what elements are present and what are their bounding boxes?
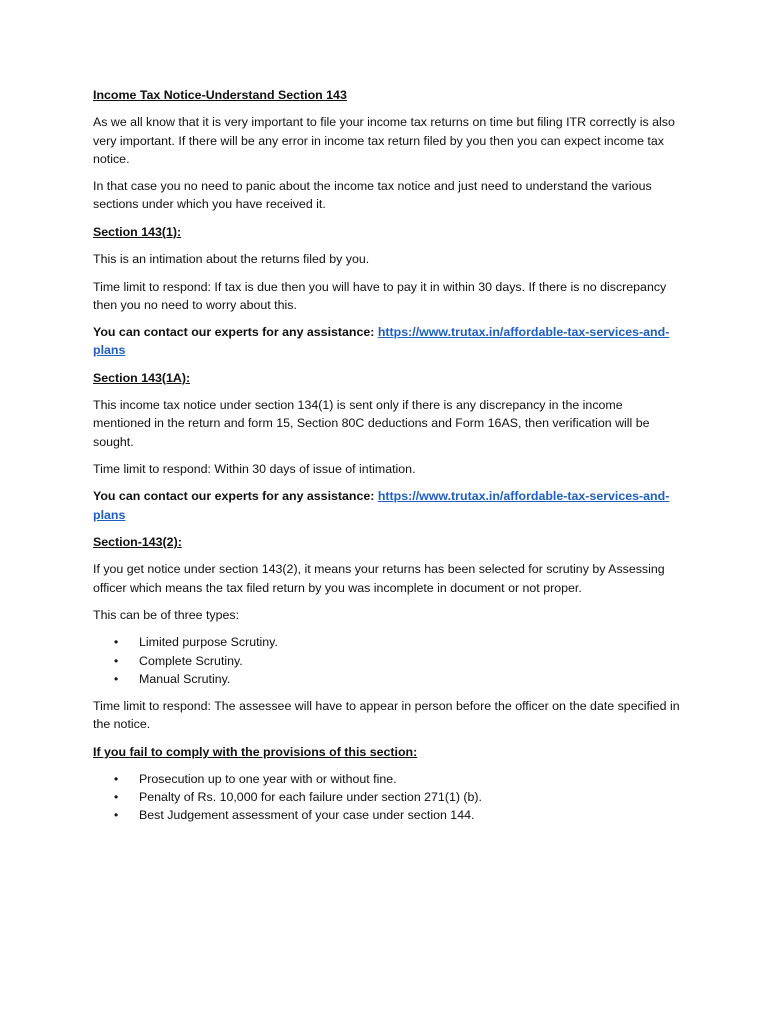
bullet-icon: • [114, 671, 119, 686]
section-143-1-time-limit: Time limit to respond: If tax is due then you will have to pay it in within 30 days. If there is no discrepancy then you no need to worry about this. [93, 279, 667, 312]
list-item: • Penalty of Rs. 10,000 for each failure under section 271(1) (b). [93, 788, 683, 806]
section-143-1-contact [93, 323, 683, 359]
bullet-icon: • [114, 653, 119, 668]
section-143-1a-time-limit: Time limit to respond: Within 30 days of issue of intimation. [93, 461, 416, 476]
penalties-list [93, 770, 683, 825]
document-body [93, 86, 683, 834]
section-143-1a-heading: Section 143(1A): [93, 370, 191, 385]
contact-link[interactable]: https://www.trutax.in/affordable-tax-services-and-plans [93, 489, 670, 522]
contact-link[interactable]: https://www.trutax.in/affordable-tax-services-and-plans [93, 325, 670, 358]
bullet-icon: • [114, 790, 119, 805]
document-title: Income Tax Notice-Understand Section 143 [93, 88, 347, 102]
bullet-icon: • [114, 808, 119, 823]
list-item: • Manual Scrutiny. [93, 670, 683, 688]
bullet-icon: • [114, 635, 119, 650]
scrutiny-types-list [93, 633, 683, 688]
scrutiny-types-intro: This can be of three types: [93, 607, 240, 622]
list-item: • Complete Scrutiny. [93, 652, 683, 670]
section-143-1-description: This is an intimation about the returns filed by you. [93, 252, 370, 267]
bullet-icon: • [114, 772, 119, 787]
section-143-2-heading: Section-143(2): [93, 534, 182, 549]
contact-label: You can contact our experts for any assistance: [93, 325, 378, 340]
section-143-1a-description: This income tax notice under section 134(1) is sent only if there is any discrepancy in the income mentioned in the return and form 15, Section 80C deductions and Form 16AS, then verification will be sought. [93, 398, 650, 449]
section-143-1a-contact [93, 487, 683, 523]
section-143-1-heading: Section 143(1): [93, 224, 182, 239]
section-143-2-time-limit: Time limit to respond: The assessee will have to appear in person before the officer on the date specified in the notice. [93, 699, 680, 732]
intro-paragraph-2: In that case you no need to panic about the income tax notice and just need to understand the various sections under which you have received it. [93, 179, 652, 212]
list-item: • Best Judgement assessment of your case under section 144. [93, 806, 683, 824]
list-item: • Prosecution up to one year with or without fine. [93, 770, 683, 788]
intro-paragraph-1: As we all know that it is very important to file your income tax returns on time but filing ITR correctly is also very important. If there will be any error in income tax return filed by you then you can expect income tax notice. [93, 115, 675, 166]
penalties-heading: If you fail to comply with the provisions of this section: [93, 744, 418, 759]
list-item: • Limited purpose Scrutiny. [93, 633, 683, 651]
contact-label: You can contact our experts for any assistance: [93, 489, 378, 504]
section-143-2-description: If you get notice under section 143(2), it means your returns has been selected for scrutiny by Assessing officer which means the tax filed return by you was incomplete in document or not proper. [93, 562, 665, 595]
